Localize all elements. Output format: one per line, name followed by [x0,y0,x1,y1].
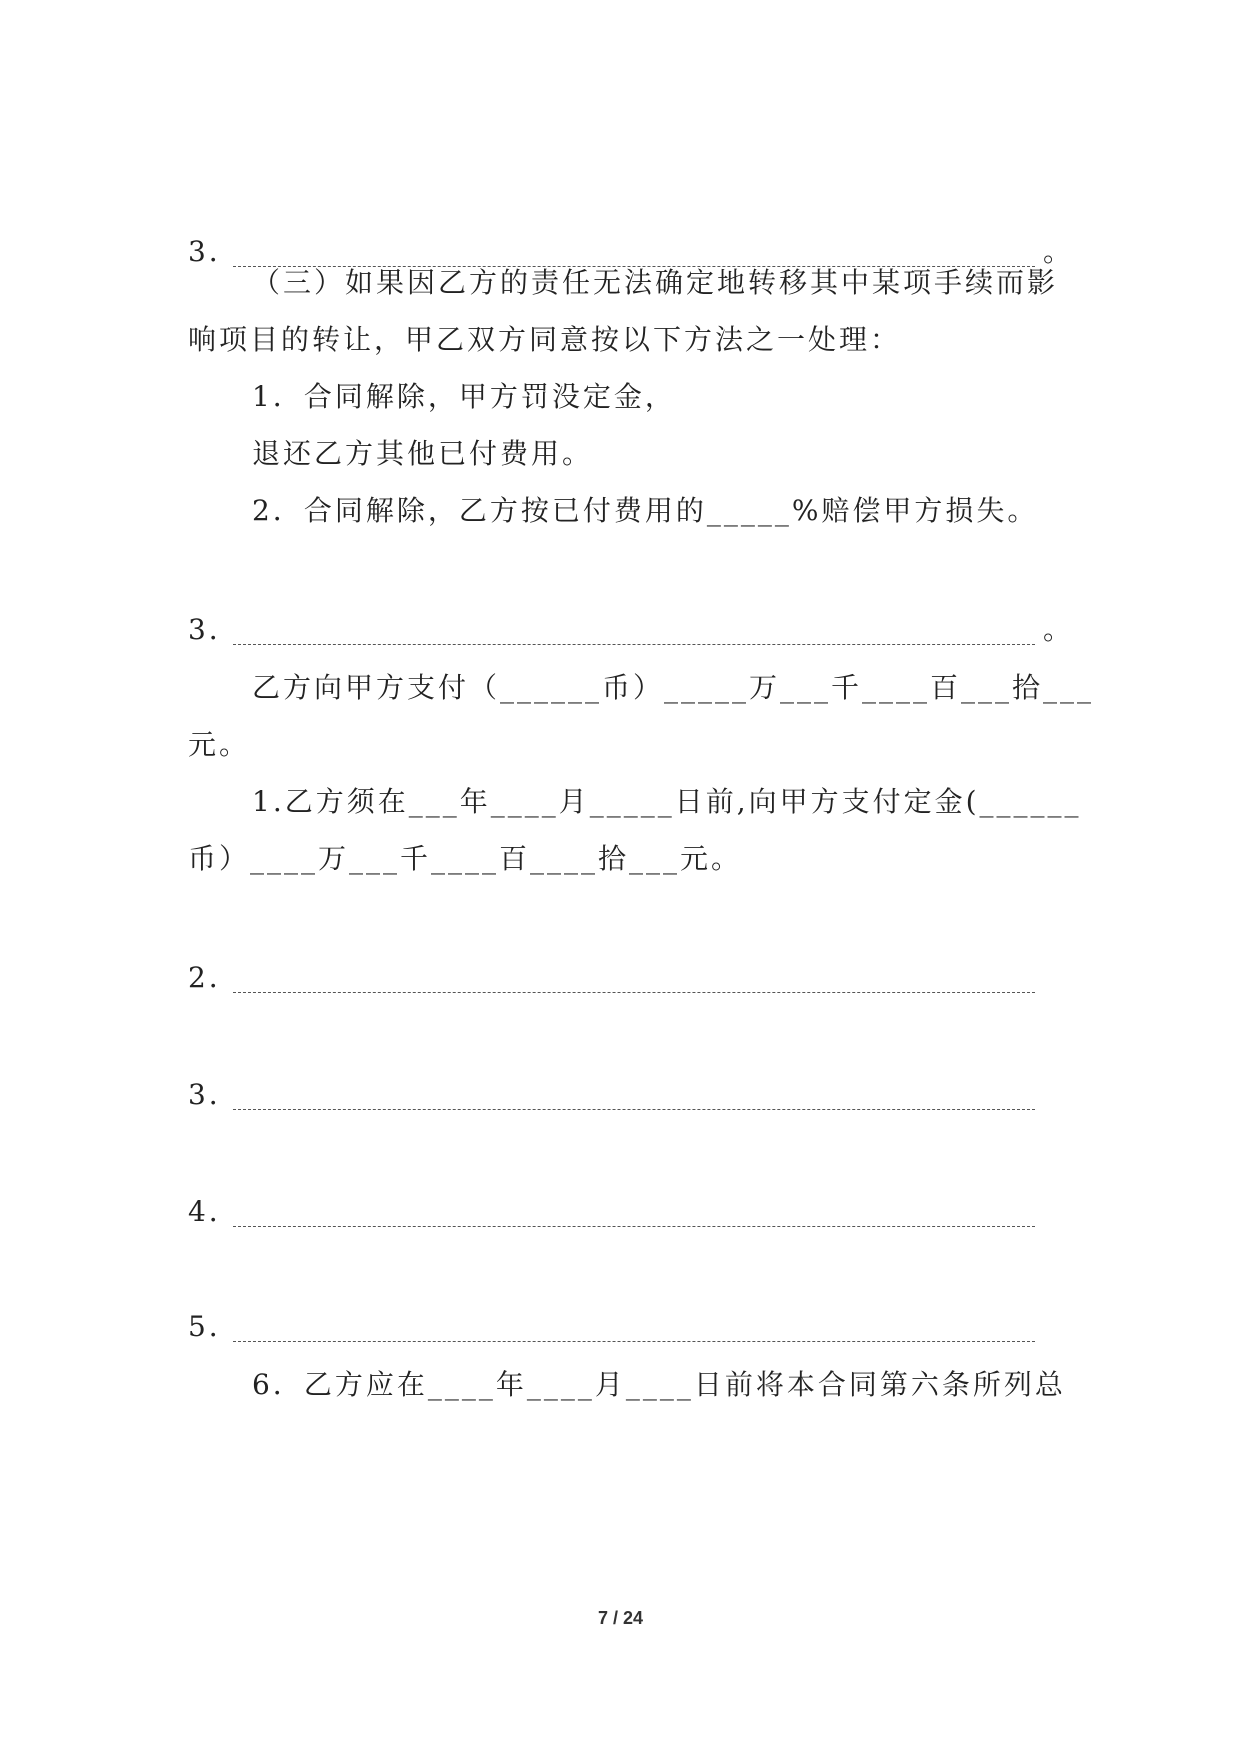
period: 。 [1043,235,1072,268]
option-item-1: 1．合同解除，甲方罚没定金， [252,380,676,413]
option-item-1-continued: 退还乙方其他已付费用。 [252,437,594,470]
blank-line-4 [188,1192,1048,1232]
fill-in-blank [233,644,1035,645]
deposit-line: 1.乙方须在___年____月_____日前,向甲方支付定金(______ [252,785,1082,818]
blank-line-3-third [188,1075,1048,1115]
page-number: 7 / 24 [597,1608,644,1628]
deposit-line-continued: 币）____万___千____百____拾___元。 [188,842,743,875]
item-number: 5． [188,1310,240,1343]
fill-in-blank [233,1226,1035,1227]
option-item-6: 6．乙方应在____年____月____日前将本合同第六条所列总 [252,1368,1066,1401]
fill-in-blank [233,1341,1035,1342]
item-number: 2． [188,961,240,994]
item-number: 4． [188,1195,240,1228]
item-number: 3． [188,235,240,268]
item-number: 3． [188,613,240,646]
blank-line-3-second [188,610,1072,650]
payment-amount-line-continued: 元。 [188,728,251,761]
blank-line-2 [188,958,1048,998]
item-number: 3． [188,1078,240,1111]
period: 。 [1043,613,1072,646]
clause-three-paragraph-continued: 响项目的转让，甲乙双方同意按以下方法之一处理： [188,323,902,356]
fill-in-blank [233,992,1035,993]
fill-in-blank [233,1109,1035,1110]
payment-amount-line: 乙方向甲方支付（______币）_____万___千____百___拾___ [252,671,1095,704]
clause-three-paragraph: （三）如果因乙方的责任无法确定地转移其中某项手续而影 [252,266,1059,299]
blank-line-5 [188,1307,1048,1347]
option-item-2: 2．合同解除，乙方按已付费用的_____%赔偿甲方损失。 [252,494,1039,527]
